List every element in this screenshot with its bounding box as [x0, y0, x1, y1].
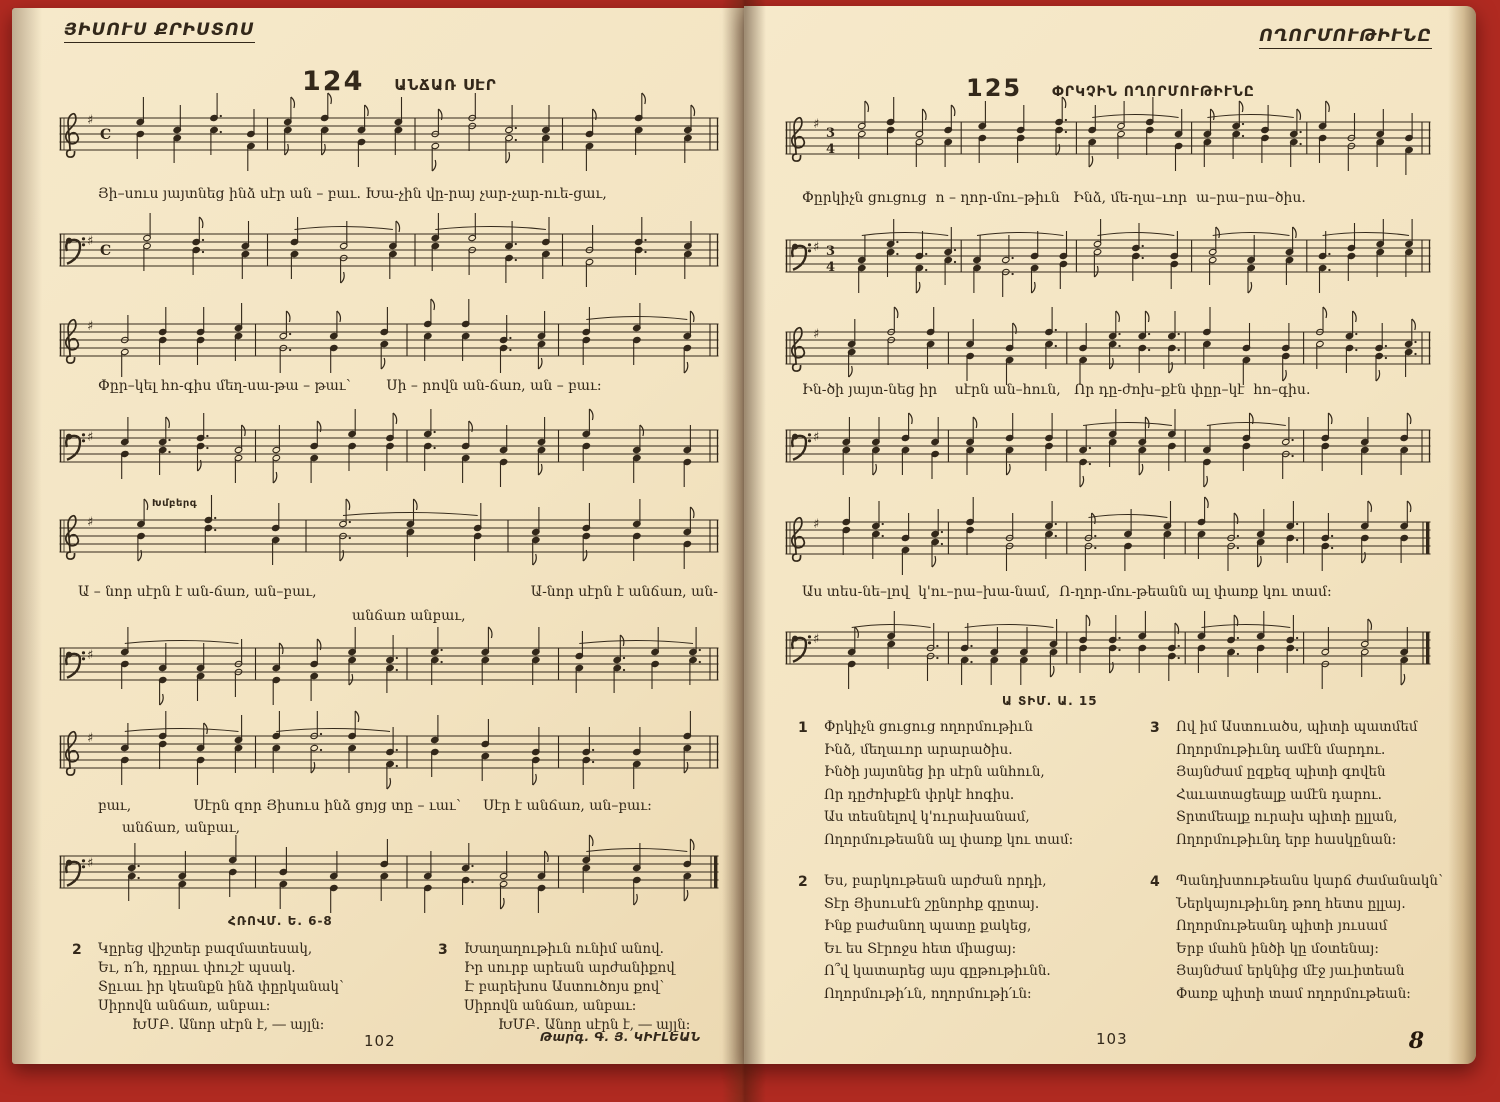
svg-text:♯: ♯ — [813, 632, 820, 647]
verse-line: Աս տեսնելով կ'ուրախանամ, — [824, 809, 1030, 825]
svg-text:♯: ♯ — [87, 731, 94, 746]
scripture-reference: ՀՌՈՎՄ. Ե. 6-8 — [228, 914, 333, 928]
verse-line: Տրտմեալք ուրախ պիտի ըլլան, — [1176, 809, 1398, 825]
svg-text:♯: ♯ — [813, 117, 820, 132]
chorus-label: Խմբերգ — [152, 498, 198, 509]
verse-line: Յայնժամ երկնից մէջ յաւիտեան — [1176, 963, 1405, 979]
lyric-line: բաւ, Սէրն զոր Յիսուս ինձ ցոյց տը – ւաւ՝ Սէր է անճառ, ան–բաւ։ — [98, 798, 652, 814]
verse-2 — [798, 870, 1154, 1005]
lyric-segment: Ա – նոր սէրն է ան-ճառ, ան–բաւ, — [78, 584, 317, 600]
lyric-line: Փըր–կել հո-գիս մեղ-սա-թա – թաւ՝ Սի – րովն ան-ճառ, ան – բաւ։ — [98, 378, 602, 394]
translator-credit: Թարգ. Գ. Յ. ԿԻՒԼԵԱՆ — [540, 1030, 701, 1044]
bass-staff-svg — [784, 420, 1432, 490]
lyric-line: անճառ, անբաւ, — [122, 820, 241, 836]
verse-line: Ողորմութեանդ պիտի յուսամ — [1176, 918, 1388, 934]
verse-line: Փառք պիտի տամ ողորմութեան։ — [1176, 985, 1411, 1002]
right-page — [744, 6, 1476, 1064]
svg-text:4: 4 — [826, 260, 836, 275]
svg-text:♯: ♯ — [87, 113, 94, 128]
svg-text:♯: ♯ — [87, 319, 94, 334]
svg-text:C: C — [100, 127, 112, 143]
verse-line: Ո՞վ կատարեց այս գըթութիւնն. — [824, 963, 1051, 979]
hymn-125-title-row — [966, 74, 1255, 102]
bass-staff-svg — [58, 224, 720, 294]
bass-staff-svg — [58, 420, 720, 490]
svg-text:♯: ♯ — [813, 327, 820, 342]
lyric-line: Աս տես-նե–լով կ'ու–րա–խա-նամ, Ո-ղոր-մու-թեանն ալ փառք կու տամ։ — [802, 584, 1332, 600]
verse-line: Տէր Յիսուսէն շընորհք գըտայ. — [824, 895, 1040, 912]
treble-staff-svg — [58, 726, 720, 796]
svg-text:♯: ♯ — [87, 648, 94, 663]
left-page — [12, 8, 744, 1064]
verse-line: Եւ ես Տէրոջս հետ միացայ։ — [824, 940, 1017, 957]
verse-line: Ողորմութի՛ւն, ողորմութի՛ւն։ — [824, 985, 1032, 1002]
verse-line: Յայնժամ ըզքեզ պիտի գովեն — [1176, 764, 1386, 780]
bass-staff-svg — [58, 846, 720, 916]
svg-text:♯: ♯ — [813, 430, 820, 445]
svg-text:♯: ♯ — [813, 517, 820, 532]
running-header-right: ՈՂՈՐՄՈՒԹԻՒՆԸ — [1259, 26, 1432, 49]
verse-line: Իր սուրբ արեան արժանիքով — [464, 960, 675, 976]
lyric-line: Յի–սուս յայտնեց ինձ սէր ան – բաւ. Խա-չին վը-րայ չար-չար-ուե-ցաւ, — [98, 186, 607, 202]
verse-line: Ողորմութիւնդ երբ հասկընան։ — [1176, 831, 1397, 848]
verse-line: Ես, բարկութեան արժան որդի, — [824, 873, 1047, 889]
verse-line: Կըրեց վիշտեր բազմատեսակ, — [98, 941, 313, 957]
verse-line: Երբ մահն ինծի կը մօտենայ։ — [1176, 940, 1379, 957]
corner-number: 8 — [1408, 1028, 1424, 1054]
page-number-left: 102 — [364, 1032, 396, 1050]
verse-line: Պանդխտութեանս կարճ ժամանակն՝ — [1176, 873, 1443, 889]
hymn-number: 124 — [302, 66, 365, 97]
svg-text:♯: ♯ — [87, 234, 94, 249]
lyric-line: Ին-ծի յայտ-նեց իր սէրն ան–հուն, Որ դը-ժոխ–քէն փըր–կէ հո–գիս. — [802, 382, 1311, 398]
verse-line: Որ դըժոխքէն փրկէ հոգիս. — [824, 786, 1015, 803]
treble-staff-svg — [58, 510, 720, 580]
bass-staff-svg — [784, 230, 1432, 300]
hymn-number: 125 — [966, 74, 1023, 102]
verse-line: Տըւաւ իր կեանքն ինձ փըրկանակ՝ — [98, 979, 344, 995]
lyric-line: անճառ անբաւ, — [352, 608, 466, 624]
verse-4 — [1150, 870, 1500, 1005]
verse-line: Եւ, ո՛հ, դըրաւ փուշէ պսակ. — [98, 960, 296, 976]
verse-2 — [72, 940, 418, 1035]
verse-number: 4 — [1150, 874, 1160, 890]
running-header-left: ՅԻՍՈՒՍ ՔՐԻՍՏՈՍ — [64, 20, 255, 43]
verse-number: 2 — [72, 942, 82, 958]
verse-line: Ինք բաժանող պատը քակեց, — [824, 918, 1032, 934]
verse-3 — [1150, 716, 1500, 851]
verse-1 — [798, 716, 1154, 851]
verse-number: 1 — [798, 720, 808, 736]
svg-text:C: C — [100, 243, 112, 259]
scripture-reference: Ա ՏԻՄ. Ա. 15 — [1002, 694, 1098, 708]
hymn-title: ԱՆՃԱՌ ՍԷՐ — [394, 76, 497, 94]
verse-line: Ողորմութիւնդ ամէն մարդու. — [1176, 741, 1386, 758]
verse-number: 2 — [798, 874, 808, 890]
lyric-segment: Ա-նոր սէրն է անճառ, ան- — [530, 584, 718, 600]
verse-line: Սիրովն անճառ, անբաւ։ — [98, 998, 271, 1014]
verse-line: Ով իմ Աստուածս, պիտի պատմեմ — [1176, 719, 1418, 735]
svg-text:3: 3 — [826, 126, 836, 141]
svg-text:♯: ♯ — [87, 856, 94, 871]
treble-staff-svg — [58, 314, 720, 384]
lyric-line: Փըրկիչն ցուցուց ո – ղոր-մու–թիւն Ինձ, մե-ղա–ւոր ա–րա–րա–ծիս. — [802, 190, 1306, 206]
verse-3 — [438, 940, 784, 1035]
svg-text:♯: ♯ — [87, 515, 94, 530]
svg-text:♯: ♯ — [87, 430, 94, 445]
svg-text:4: 4 — [826, 142, 836, 157]
verse-line: Սիրովն անճառ, անբաւ։ — [464, 998, 637, 1014]
hymn-title: ՓՐԿՉԻՆ ՈՂՈՐՄՈՒԹԻՒՆԸ — [1052, 84, 1255, 100]
verse-refrain: ԽՄԲ. Անոր սէրն է, ― այլն։ — [498, 1017, 691, 1033]
svg-text:3: 3 — [826, 244, 836, 259]
verse-line: Ողորմութեանն ալ փառք կու տամ։ — [824, 831, 1074, 848]
treble-staff-svg — [784, 512, 1432, 582]
hymn-124-title-row — [302, 66, 497, 97]
treble-staff-svg — [784, 112, 1432, 182]
verse-refrain: ԽՄԲ. Անոր սէրն է, ― այլն։ — [132, 1017, 325, 1033]
verse-line: Է բարեխոս Աստուծոյս քով՝ — [464, 979, 665, 995]
lyric-line — [78, 584, 718, 600]
page-number-right: 103 — [1096, 1030, 1128, 1048]
verse-line: Ինձ, մեղաւոր արարածիս. — [824, 741, 1013, 758]
verse-line: Խաղաղութիւն ունիմ անով. — [464, 941, 664, 957]
treble-staff-svg — [58, 108, 720, 178]
verse-line: Ինծի յայտնեց իր սէրն անհուն, — [824, 764, 1045, 780]
svg-text:♯: ♯ — [813, 240, 820, 255]
bass-staff-svg — [784, 622, 1432, 692]
verse-line: Ներկայութիւնդ թող հետս ըլլայ. — [1176, 895, 1406, 912]
verse-line: Փրկիչն ցուցուց ողորմութիւն — [824, 719, 1033, 735]
bass-staff-svg — [58, 638, 720, 708]
verse-line: Հաւատացեալք ամէն դարու. — [1176, 786, 1382, 803]
verse-number: 3 — [1150, 720, 1160, 736]
verse-number: 3 — [438, 942, 448, 958]
